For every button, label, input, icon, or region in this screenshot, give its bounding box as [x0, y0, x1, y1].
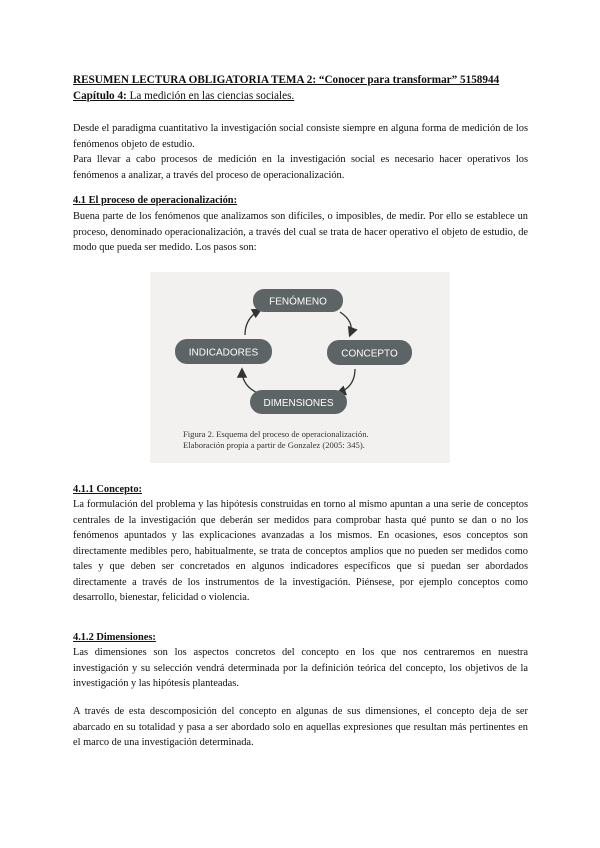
intro-paragraph-2: Para llevar a cabo procesos de medición en la investigación social es necesario hacer operativos los fenómenos a analizar, a través del proceso de operacionalización. [73, 154, 528, 181]
node-indicadores [175, 339, 272, 364]
node-fenomeno [253, 289, 343, 312]
section-4-1-body: Buena parte de los fenómenos que analizamos son difíciles, o imposibles, de medir. Por ello se establece un proceso, denominado operacionalización, a través del cual se trata de hacer operativo el objeto de estudio, de modo que pueda ser medido. Los pasos son: [73, 211, 528, 253]
node-concepto [327, 340, 412, 365]
arrow-dimensiones-indicadores [242, 370, 260, 394]
section-heading-4-1-2: 4.1.2 Dimensiones: [73, 632, 156, 643]
figure-caption-line-1: Figura 2. Esquema del proceso de operacionalización. [183, 429, 369, 439]
chapter-heading [73, 89, 528, 104]
section-4-1-1-body: La formulación del problema y las hipótesis construidas en torno al mismo apuntan a una serie de conceptos centrales de la investigación que deberán ser medidos para comprobar hasta qué punto se dan o no los fenómenos apuntados y las explicaciones avanzadas a los mismos. En ocasiones, esos conceptos son directamente medibles pero, habitualmente, se trata de conceptos amplios que no pueden ser medidos como tales y que deben ser concretados en algunos indicadores específicos que sí puedan ser abordados directamente a través de los instrumentos de la investigación. Piénsese, por ejemplo conceptos como desarrollo, bienestar, felicidad o violencia. [73, 499, 528, 603]
arrow-fenomeno-concepto [340, 312, 351, 335]
node-concepto-label: CONCEPTO [341, 348, 398, 360]
node-dimensiones-label: DIMENSIONES [263, 398, 334, 409]
document-title: RESUMEN LECTURA OBLIGATORIA TEMA 2: “Conocer para transformar” 5158944 [73, 74, 500, 86]
arrow-concepto-dimensiones [338, 369, 355, 393]
operationalization-figure [150, 272, 450, 463]
section-heading-4-1: 4.1 El proceso de operacionalización: [73, 195, 238, 206]
figure-caption-line-2: Elaboración propia a partir de Gonzalez (2005: 345). [183, 440, 365, 450]
arrow-indicadores-fenomeno [245, 310, 260, 335]
chapter-title: La medición en las ciencias sociales. [126, 90, 295, 102]
section-4-1-2-body-1: Las dimensiones son los aspectos concretos del concepto en los que nos centraremos en nuestra investigación y su selección vendrá determinada por la definición teórica del concepto, los objetivos de la investigación y las hipótesis planteadas. [73, 647, 528, 689]
node-dimensiones [250, 390, 347, 414]
node-indicadores-label: INDICADORES [188, 347, 259, 359]
chapter-label: Capítulo 4: [73, 90, 127, 102]
node-fenomeno-label: FENÓMENO [269, 296, 327, 308]
section-4-1-2-body-2: A través de esta descomposición del concepto en algunas de sus dimensiones, el concepto deja de ser abarcado en su totalidad y pasa a ser abordado solo en aquellas expresiones que resultan más pertinentes en el marco de una investigación determinada. [73, 706, 528, 748]
intro-paragraph-1: Desde el paradigma cuantitativo la investigación social consiste siempre en alguna forma de medición de los fenómenos objeto de estudio. [73, 123, 528, 150]
section-heading-4-1-1: 4.1.1 Concepto: [73, 484, 142, 495]
